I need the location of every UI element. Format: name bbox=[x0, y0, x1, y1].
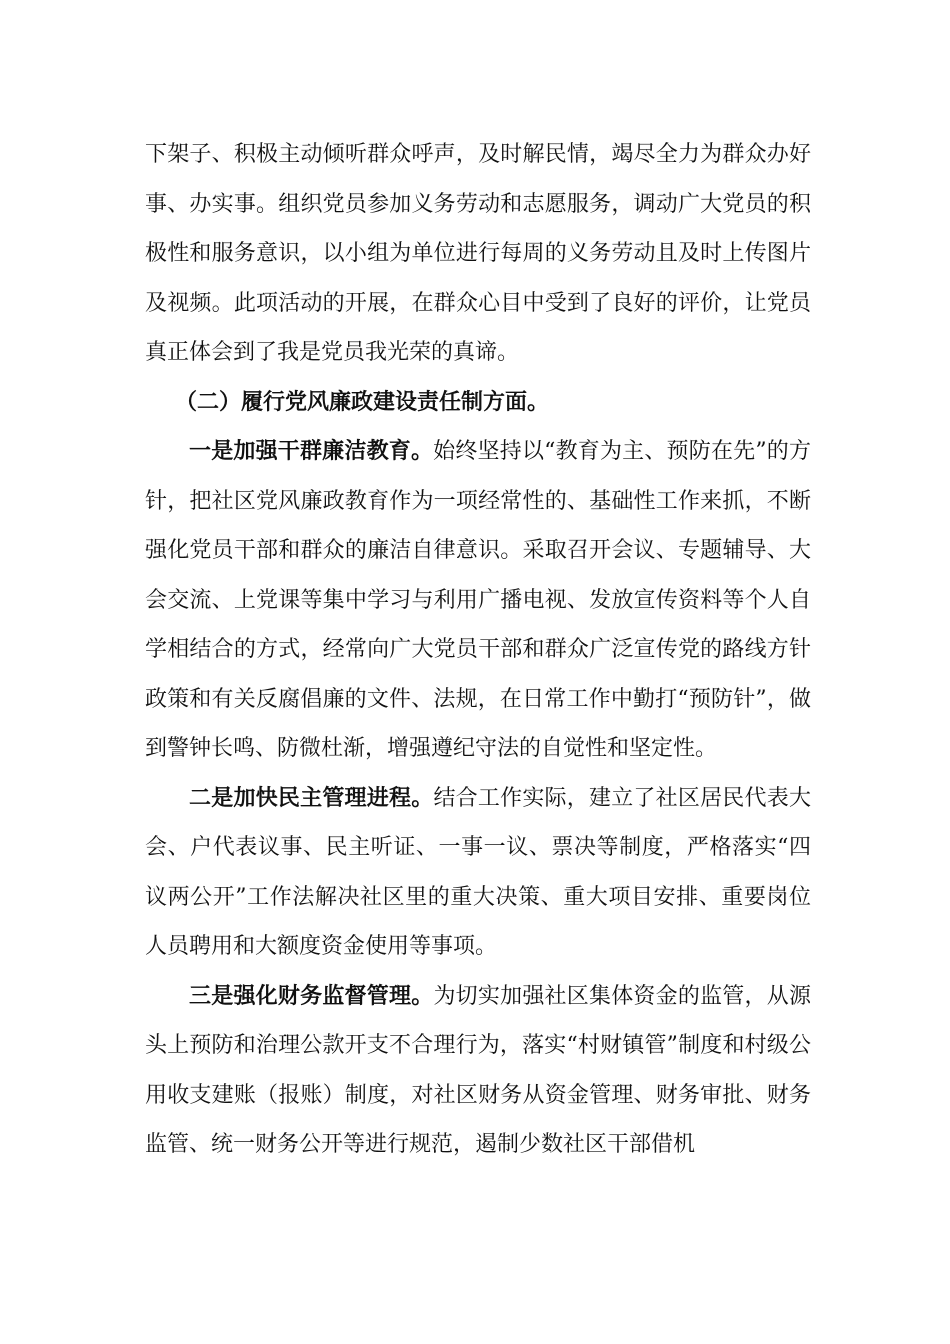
item-2-body: 结合工作实际，建立了社区居民代表大会、户代表议事、民主听证、一事一议、票决等制度，严格落实“四议两公开”工作法解决社区里的重大决策、重大项目安排、重要岗位人员聘用和大额度资金使用等事项。 bbox=[145, 785, 811, 959]
section-heading: （二）履行党风廉政建设责任制方面。 bbox=[175, 389, 550, 415]
item-1-lead: 一是加强干群廉洁教育。 bbox=[189, 439, 434, 464]
paragraph-item-1 bbox=[145, 427, 811, 774]
item-3-lead: 三是强化财务监督管理。 bbox=[189, 983, 434, 1009]
paragraph-item-3 bbox=[145, 972, 811, 1170]
item-1-body: 始终坚持以“教育为主、预防在先”的方针，把社区党风廉政教育作为一项经常性的、基础性工作来抓，不断强化党员干部和群众的廉洁自律意识。采取召开会议、专题辅导、大会交流、上党课等集中学习与利用广播电视、发放宣传资料等个人自学相结合的方式，经常向广大党员干部和群众广泛宣传党的路线方针政策和有关反腐倡廉的文件、法规，在日常工作中勤打“预防针”，做到警钟长鸣、防微杜渐，增强遵纪守法的自觉性和坚定性。 bbox=[145, 439, 811, 761]
item-3-body: 为切实加强社区集体资金的监管，从源头上预防和治理公款开支不合理行为，落实“村财镇管”制度和村级公用收支建账（报账）制度，对社区财务从资金管理、财务审批、财务监管、统一财务公开等进行规范，遏制少数社区干部借机 bbox=[145, 983, 811, 1157]
paragraph-item-2 bbox=[145, 774, 811, 972]
item-2-lead: 二是加快民主管理进程。 bbox=[189, 785, 434, 811]
paragraph-continued: 下架子、积极主动倾听群众呼声，及时解民情，竭尽全力为群众办好事、办实事。组织党员参加义务劳动和志愿服务，调动广大党员的积极性和服务意识，以小组为单位进行每周的义务劳动且及时上传图片及视频。此项活动的开展，在群众心目中受到了良好的评价，让党员真正体会到了我是党员我光荣的真谛。 bbox=[145, 142, 811, 365]
document-body bbox=[145, 130, 811, 1170]
